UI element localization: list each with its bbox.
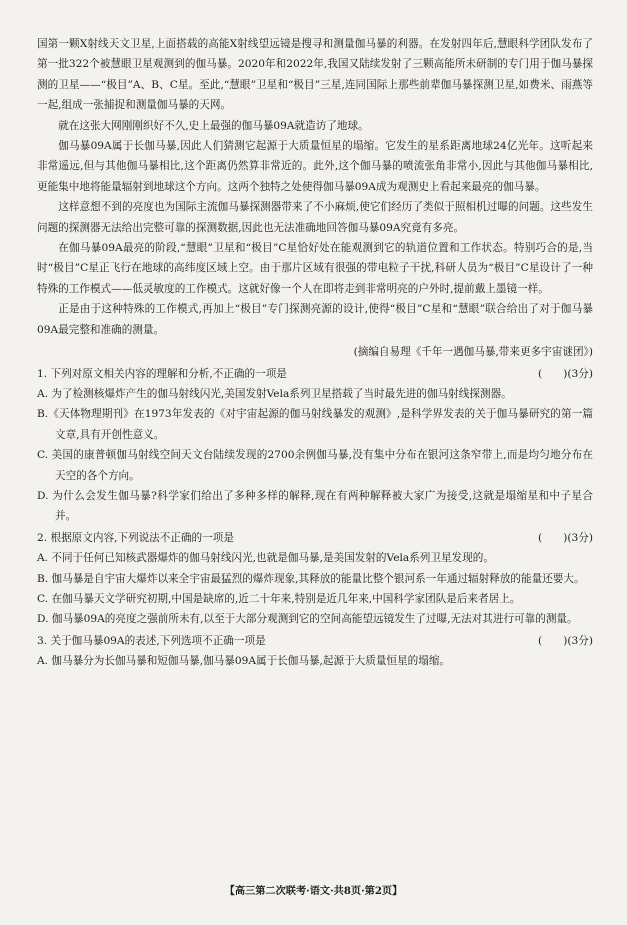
passage-paragraph: 这样意想不到的亮度也为国际主流伽马暴探测器带来了不小麻烦,使它们经历了类似于照相机过曝的问题。这些发生问题的探测器无法给出完整可靠的探测数据,因此也无法准确地回答伽马暴09A究竟有多亮。 <box>37 201 593 234</box>
question-block <box>37 631 593 672</box>
question-option: B.《天体物理期刊》在1973年发表的《对宇宙起源的伽马射线暴发的观测》,是科学界发表的关于伽马暴研究的第一篇文章,具有开创性意义。 <box>37 408 593 441</box>
question-stem: 1. 下列对原文相关内容的理解和分析,不正确的一项是 <box>37 367 287 380</box>
question-option: D. 伽马暴09A的亮度之强前所未有,以至于大部分观测到它的空间高能望远镜发生了过曝,无法对其进行可靠的测量。 <box>37 613 578 626</box>
question-stem-line <box>37 364 593 384</box>
passage-source: (摘编自易理《千年一遇伽马暴,带来更多宇宙谜团》) <box>353 346 593 359</box>
question-answer-blank: ( )(3分) <box>537 367 593 380</box>
passage-paragraph: 在伽马暴09A最亮的阶段,“慧眼”卫星和“极目”C星恰好处在能观测到它的轨道位置和工作状态。特别巧合的是,当时“极目”C星正飞行在地球的高纬度区域上空。由于那片区域有很强的带电粒子干扰,科研人员为“极目”C星设计了一种特殊的工作模式——低灵敏度的工作模式。这就好像一个人在即将走到非常明亮的户外时,提前戴上墨镜一样。 <box>37 242 593 295</box>
question-option: B. 伽马暴是自宇宙大爆炸以来全宇宙最猛烈的爆炸现象,其释放的能量比整个银河系一年通过辐射释放的能量还要大。 <box>37 572 585 585</box>
passage-paragraph: 就在这张大网刚刚织好不久,史上最强的伽马暴09A就造访了地球。 <box>58 119 369 132</box>
passage-paragraph: 正是由于这种特殊的工作模式,再加上“极目”专门探测亮源的设计,使得“极目”C星和“慧眼”联合给出了对于伽马暴09A最完整和准确的测量。 <box>37 303 593 336</box>
question-stem: 2. 根据原文内容,下列说法不正确的一项是 <box>37 531 234 544</box>
question-option: D. 为什么会发生伽马暴?科学家们给出了多种多样的解释,现在有两种解释被大家广为接受,这就是塌缩星和中子星合并。 <box>37 489 593 523</box>
question-answer-blank: ( )(3分) <box>537 634 593 647</box>
question-option: A. 伽马暴分为长伽马暴和短伽马暴,伽马暴09A属于长伽马暴,起源于大质量恒星的塌缩。 <box>37 655 451 668</box>
passage-paragraph: 国第一颗X射线天文卫星,上面搭载的高能X射线望远镜是搜寻和测量伽马暴的利器。在发射四年后,慧眼科学团队发布了第一批322个被慧眼卫星观测到的伽马暴。2020年和2022年,我国又陆续发射了三颗高能所未研制的专门用于伽马暴探测的卫星——“极目”A、B、C星。至此,“慧眼”卫星和“极目”三星,连同国际上那些前辈伽马暴探测卫星,如费米、雨燕等一起,组成一张捕捉和测量伽马暴的天网。 <box>37 38 593 112</box>
question-stem-line <box>37 631 593 651</box>
question-option: A. 不同于任何已知核武器爆炸的伽马射线闪光,也就是伽马暴,是美国发射的Vela系列卫星发现的。 <box>37 552 494 565</box>
question-option: C. 在伽马暴天文学研究初期,中国是缺席的,近二十年来,特别是近几年来,中国科学家团队是后来者居上。 <box>37 592 521 605</box>
question-stem: 3. 关于伽马暴09A的表述,下列选项不正确一项是 <box>37 634 266 647</box>
page-footer: 【高三第二次联考·语文·共8页·第2页】 <box>224 885 403 897</box>
question-option: A. 为了检测核爆炸产生的伽马射线闪光,美国发射Vela系列卫星搭载了当时最先进的伽马射线探测器。 <box>37 387 512 400</box>
question-list <box>37 364 593 672</box>
question-block <box>37 528 593 630</box>
question-stem-line <box>37 528 593 548</box>
question-option: C. 美国的康普顿伽马射线空间天文台陆续发现的2700余例伽马暴,没有集中分布在银河这条窄带上,而是均匀地分布在天空的各个方向。 <box>37 449 593 482</box>
passage-paragraph: 伽马暴09A属于长伽马暴,因此人们猜测它起源于大质量恒星的塌缩。它发生的星系距离地球24亿光年。这听起来非常遥远,但与其他伽马暴相比,这个距离仍然算非常近的。此外,这个伽马暴的喷流张角非常小,因此与其他伽马暴相比,更能集中地将能量辐射到地球这个方向。这两个独特之处使得伽马暴09A成为观测史上看起来最亮的伽马暴。 <box>37 140 593 193</box>
question-answer-blank: ( )(3分) <box>537 531 593 544</box>
reading-passage <box>37 34 593 340</box>
question-block <box>37 364 593 527</box>
